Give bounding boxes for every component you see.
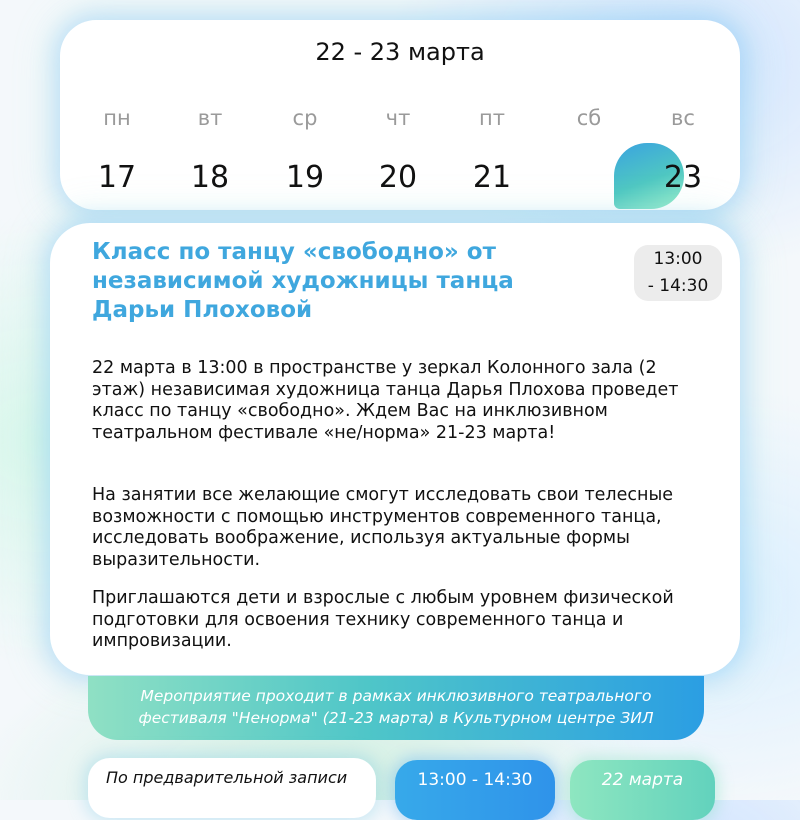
event-title: Класс по танцу «свободно» от независимой художницы танца Дарьи Плоховой	[92, 239, 514, 323]
banner-line-1: Мероприятие проходит в рамках инклюзивного театрального	[140, 687, 652, 705]
weekday-sat: сб	[576, 106, 602, 130]
day-17[interactable]: 17	[97, 160, 137, 195]
weekday-mon: пн	[103, 106, 131, 130]
weekday-row	[60, 106, 740, 136]
event-card	[50, 223, 740, 675]
weekday-wed: ср	[292, 106, 318, 130]
weekday-sun: вс	[671, 106, 695, 130]
registration-chip	[88, 758, 376, 818]
weekday-fri: пт	[479, 106, 505, 130]
banner-line-2: фестиваля "Ненорма" (21-23 марта) в Культурном центре ЗИЛ	[138, 709, 654, 727]
festival-banner	[88, 676, 704, 740]
time-chip	[395, 760, 555, 820]
event-paragraph-2: На занятии все желающие смогут исследовать свои телесные возможности с помощью инструментов современного танца, исследовать воображение, используя актуальные формы выразительности.	[92, 485, 674, 570]
day-21[interactable]: 21	[472, 160, 512, 195]
date-chip	[570, 760, 715, 820]
date-chip-label: 22 марта	[601, 770, 684, 790]
time-chip-label: 13:00 - 14:30	[417, 770, 533, 790]
weekday-thu: чт	[385, 106, 411, 130]
registration-label: По предварительной записи	[106, 768, 348, 787]
event-time-badge	[634, 245, 722, 301]
event-paragraph-3: Приглашаются дети и взрослые с любым уровнем физической подготовки для освоения технику современного танца и импровизации.	[92, 588, 674, 651]
calendar-card	[60, 20, 740, 210]
calendar-title: 22 - 23 марта	[315, 38, 485, 66]
day-20[interactable]: 20	[378, 160, 418, 195]
event-time-end: - 14:30	[647, 276, 709, 296]
day-18[interactable]: 18	[190, 160, 230, 195]
day-19[interactable]: 19	[285, 160, 325, 195]
event-paragraph-1: 22 марта в 13:00 в пространстве у зеркал Колонного зала (2 этаж) независимая художница танца Дарья Плохова проведет класс по танцу «свободно». Ждем Вас на инклюзивном театральном фестивале «не/норма» 21-23 марта!	[92, 358, 679, 443]
day-number-row	[60, 158, 740, 195]
day-23[interactable]: 23	[663, 160, 703, 195]
weekday-tue: вт	[197, 106, 223, 130]
event-time-start: 13:00	[653, 249, 703, 269]
day-22-selected[interactable]: 22	[569, 160, 609, 195]
